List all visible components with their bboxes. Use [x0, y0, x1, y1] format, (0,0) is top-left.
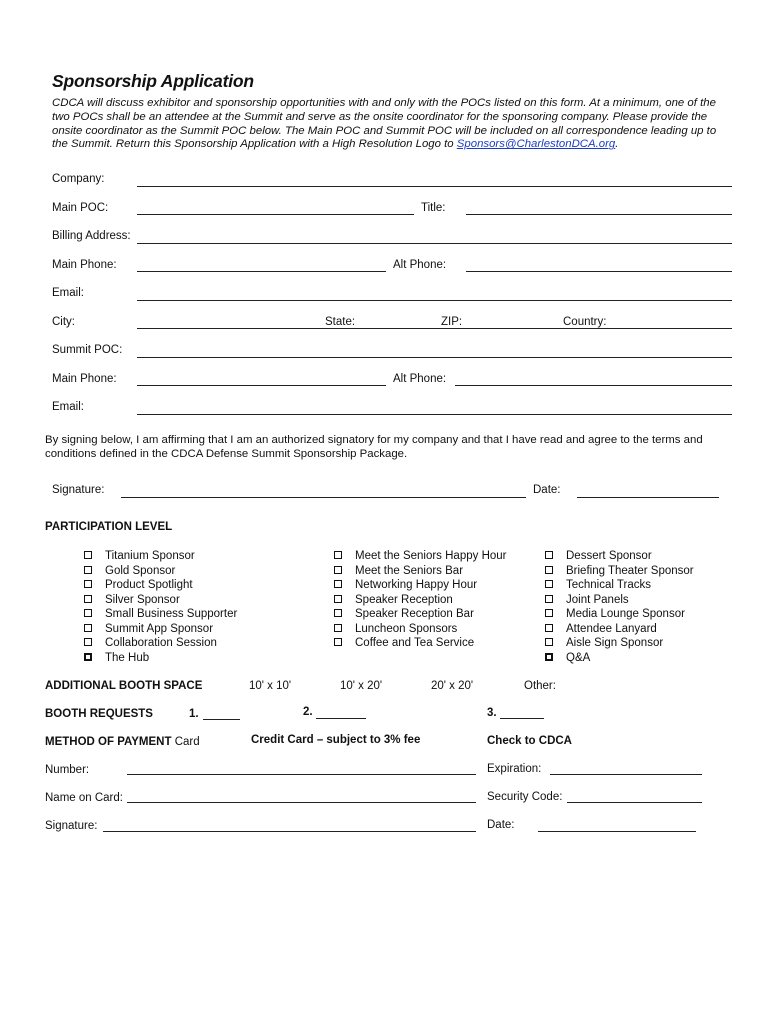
checkbox[interactable] — [334, 638, 342, 646]
title-field[interactable] — [466, 214, 732, 215]
option-label: Speaker Reception Bar — [355, 608, 474, 620]
checkbox[interactable] — [545, 609, 553, 617]
payment-method-row — [45, 736, 200, 748]
payment-signature-label: Signature: — [45, 820, 98, 832]
checkbox[interactable] — [545, 653, 553, 661]
option-label: Briefing Theater Sponsor — [566, 565, 694, 577]
state-label: State: — [325, 316, 356, 328]
intro-text: CDCA will discuss exhibitor and sponsorship opportunities with and only with the POCs listed on this form. At a minimum, one of the two POCs shall be an attendee at the Summit and serve as the onsite coordinator for the sponsoring company. Please provide the onsite coordinator as the Summit POC below. The Main POC and Summit POC will be included on all correspondence leading up to the Summit. Return this Sponsorship Application with a High Resolution Logo to — [52, 97, 717, 151]
option-label: Networking Happy Hour — [355, 579, 478, 591]
option-label: Meet the Seniors Bar — [355, 565, 464, 577]
main-poc-label: Main POC: — [52, 202, 109, 214]
option-label: Meet the Seniors Happy Hour — [355, 550, 507, 562]
affirmation-text: By signing below, I am affirming that I am an authorized signatory for my company and that I have read and agree to the terms and conditions defined in the CDCA Defense Summit Sponsorship Package. — [45, 434, 703, 460]
option-label: Technical Tracks — [566, 579, 652, 591]
checkbox[interactable] — [545, 566, 553, 574]
signature-field[interactable] — [121, 497, 526, 498]
email-field[interactable] — [137, 300, 732, 301]
option-label: Luncheon Sponsors — [355, 623, 458, 635]
main-phone-field[interactable] — [137, 271, 386, 272]
email-2-label: Email: — [52, 401, 84, 413]
booth-option-20x20[interactable]: 20' x 20' — [431, 680, 474, 692]
booth-request-3-field[interactable] — [500, 718, 544, 719]
billing-address-label: Billing Address: — [52, 230, 131, 242]
payment-credit-card-option[interactable]: Credit Card – subject to 3% fee — [251, 734, 421, 746]
checkbox[interactable] — [84, 595, 92, 603]
option-label: Joint Panels — [566, 594, 629, 606]
company-label: Company: — [52, 173, 105, 185]
security-code-label: Security Code: — [487, 791, 563, 803]
checkbox[interactable] — [84, 638, 92, 646]
checkbox[interactable] — [334, 609, 342, 617]
alt-phone-2-field[interactable] — [455, 385, 732, 386]
checkbox[interactable] — [545, 638, 553, 646]
company-field[interactable] — [137, 186, 732, 187]
main-phone-2-field[interactable] — [137, 385, 386, 386]
checkbox[interactable] — [84, 609, 92, 617]
option-label: Collaboration Session — [105, 637, 217, 649]
security-code-field[interactable] — [567, 802, 702, 803]
option-label: Gold Sponsor — [105, 565, 176, 577]
participation-heading: PARTICIPATION LEVEL — [45, 521, 173, 533]
booth-option-10x20[interactable]: 10' x 20' — [340, 680, 383, 692]
expiration-label: Expiration: — [487, 763, 542, 775]
name-on-card-label: Name on Card: — [45, 792, 123, 804]
payment-card-label: Card — [174, 736, 200, 748]
option-label: Summit App Sponsor — [105, 623, 214, 635]
option-label: Coffee and Tea Service — [355, 637, 475, 649]
checkbox[interactable] — [545, 624, 553, 632]
main-phone-label: Main Phone: — [52, 259, 117, 271]
checkbox[interactable] — [545, 551, 553, 559]
booth-option-other[interactable]: Other: — [524, 680, 556, 692]
name-on-card-field[interactable] — [127, 802, 476, 803]
booth-request-1-field[interactable] — [203, 719, 240, 720]
city-label: City: — [52, 316, 75, 328]
payment-method-label: METHOD OF PAYMENT — [45, 736, 172, 748]
main-poc-field[interactable] — [137, 214, 414, 215]
title-label: Title: — [421, 202, 446, 214]
booth-request-3-label: 3. — [487, 707, 497, 719]
alt-phone-2-label: Alt Phone: — [393, 373, 447, 385]
option-label: Dessert Sponsor — [566, 550, 652, 562]
alt-phone-field[interactable] — [466, 271, 732, 272]
city-state-zip-country-field[interactable] — [137, 328, 732, 329]
summit-poc-field[interactable] — [137, 357, 732, 358]
checkbox[interactable] — [334, 595, 342, 603]
alt-phone-label: Alt Phone: — [393, 259, 447, 271]
checkbox[interactable] — [545, 595, 553, 603]
checkbox[interactable] — [84, 624, 92, 632]
option-label: Speaker Reception — [355, 594, 453, 606]
booth-option-10x10[interactable]: 10' x 10' — [249, 680, 292, 692]
booth-space-label: ADDITIONAL BOOTH SPACE — [45, 680, 203, 692]
intro-end: . — [615, 138, 619, 151]
checkbox[interactable] — [84, 653, 92, 661]
option-label: Media Lounge Sponsor — [566, 608, 685, 620]
booth-requests-label: BOOTH REQUESTS — [45, 708, 153, 720]
expiration-field[interactable] — [550, 774, 702, 775]
date-label: Date: — [533, 484, 561, 496]
main-phone-2-label: Main Phone: — [52, 373, 117, 385]
card-number-field[interactable] — [127, 774, 476, 775]
booth-request-2-label: 2. — [303, 706, 313, 718]
checkbox[interactable] — [334, 551, 342, 559]
option-label: Product Spotlight — [105, 579, 193, 591]
option-label: The Hub — [105, 652, 150, 664]
checkbox[interactable] — [545, 580, 553, 588]
checkbox[interactable] — [334, 624, 342, 632]
option-label: Attendee Lanyard — [566, 623, 657, 635]
checkbox[interactable] — [84, 551, 92, 559]
option-label: Silver Sponsor — [105, 594, 180, 606]
checkbox[interactable] — [84, 566, 92, 574]
option-label: Q&A — [566, 652, 591, 664]
intro-paragraph — [52, 97, 722, 152]
email-label: Email: — [52, 287, 84, 299]
checkbox[interactable] — [334, 566, 342, 574]
page-title: Sponsorship Application — [52, 71, 254, 91]
billing-address-field[interactable] — [137, 243, 732, 244]
card-number-label: Number: — [45, 764, 90, 776]
option-label: Titanium Sponsor — [105, 550, 195, 562]
summit-poc-label: Summit POC: — [52, 344, 123, 356]
zip-label: ZIP: — [441, 316, 463, 328]
payment-date-field[interactable] — [538, 831, 696, 832]
payment-date-label: Date: — [487, 819, 515, 831]
option-label: Small Business Supporter — [105, 608, 238, 620]
date-field[interactable] — [577, 497, 719, 498]
payment-signature-field[interactable] — [103, 831, 476, 832]
option-label: Aisle Sign Sponsor — [566, 637, 664, 649]
payment-check-option[interactable]: Check to CDCA — [487, 735, 572, 747]
email-2-field[interactable] — [137, 414, 732, 415]
booth-request-1-label: 1. — [189, 708, 199, 720]
checkbox[interactable] — [84, 580, 92, 588]
signature-label: Signature: — [52, 484, 105, 496]
booth-request-2-field[interactable] — [316, 718, 366, 719]
checkbox[interactable] — [334, 580, 342, 588]
sponsors-email-link[interactable]: Sponsors@CharlestonDCA.org — [456, 138, 616, 151]
country-label: Country: — [563, 316, 607, 328]
